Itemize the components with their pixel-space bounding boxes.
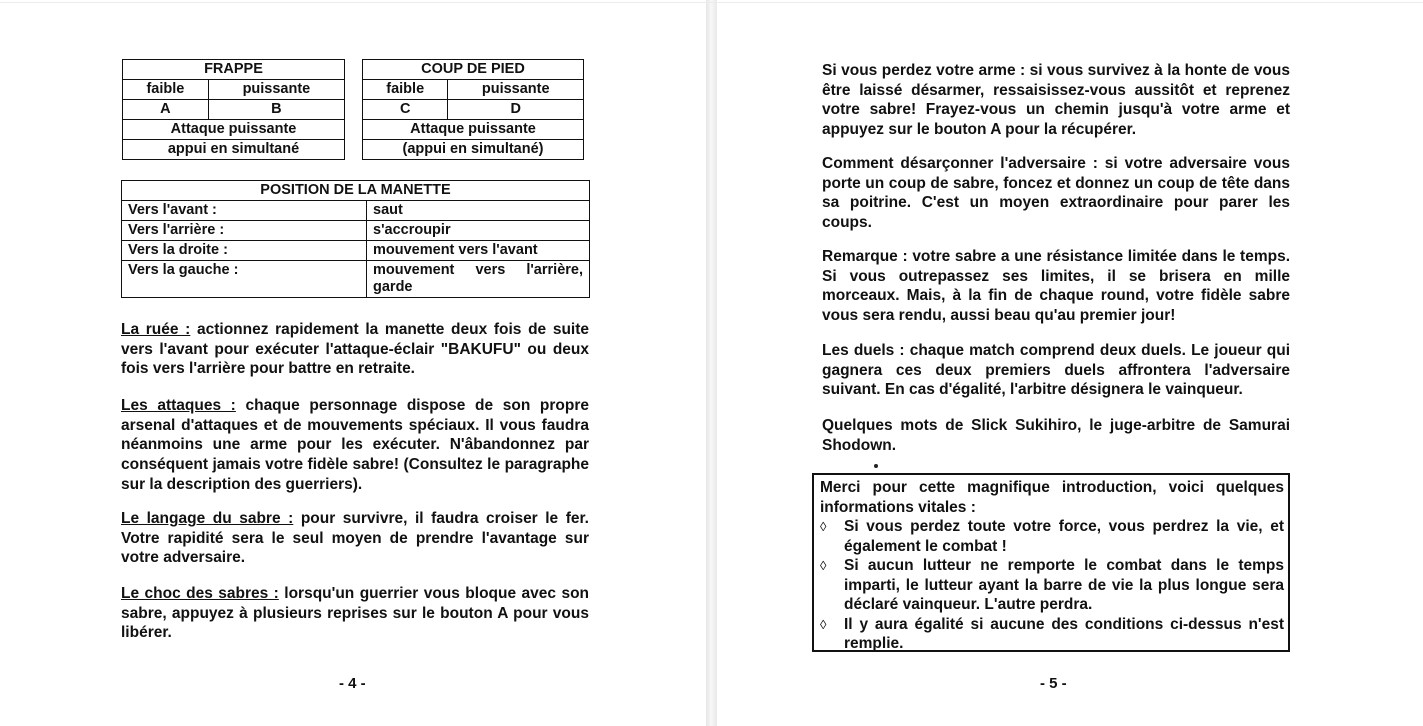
paragraph-desarconner: Comment désarçonner l'adversaire : si votre adversaire vous porte un coup de sabre, foncez et donnez un coup de tête dans sa poitrine. C'est un moyen extraordinaire pour parer les coups.	[822, 155, 1290, 232]
coup-col-faible: faible	[363, 80, 448, 100]
list-item-text: Si vous perdez toute votre force, vous perdrez la vie, et également le combat !	[844, 518, 1284, 555]
paragraph-heading: Les attaques :	[121, 397, 236, 414]
paragraph-heading: Le langage du sabre :	[121, 510, 294, 527]
coup-key-c: C	[363, 100, 448, 120]
table-row	[122, 201, 590, 221]
list-item	[820, 615, 1284, 654]
paragraph-text: pour survivre, il faudra croiser le fer. Votre rapidité sera le seul moyen de prendre l'avantage sur votre adversaire.	[121, 510, 589, 567]
coup-title: COUP DE PIED	[363, 60, 584, 80]
paragraph-text: lorsqu'un guerrier vous bloque avec son sabre, appuyez à plusieurs reprises sur le bouton A pour vous libérer.	[121, 585, 589, 642]
list-item-text: Si aucun lutteur ne remporte le combat dans le temps imparti, le lutteur ayant la barre de vie la plus longue sera déclaré vainqueur. L'autre perdra.	[844, 557, 1284, 613]
frappe-key-b: B	[208, 100, 344, 120]
paragraph-la-ruee	[121, 320, 589, 379]
paragraph-quelques-mots: Quelques mots de Slick Sukihiro, le juge-arbitre de Samurai Shodown.	[822, 417, 1290, 454]
info-box	[812, 473, 1290, 652]
manette-table	[121, 180, 590, 298]
manette-direction: Vers la gauche :	[122, 261, 367, 298]
table-row	[122, 221, 590, 241]
paragraph-remarque: Remarque : votre sabre a une résistance limitée dans le temps. Si vous outrepassez ses limites, il se brisera en mille morceaux. Mais, à la fin de chaque round, votre fidèle sabre vous sera rendu, aussi beau qu'au premier jour!	[822, 248, 1290, 325]
manette-direction: Vers la droite :	[122, 241, 367, 261]
page-number-right: - 5 -	[1040, 675, 1067, 692]
list-item	[820, 556, 1284, 615]
paragraph-heading: Le choc des sabres :	[121, 585, 279, 602]
paragraph-perte-arme: Si vous perdez votre arme : si vous survivez à la honte de vous être laissé désarmer, ressaisissez-vous aussitôt et reprenez votre sabre! Frayez-vous un chemin jusqu'à votre arme et appuyez sur le bouton A pour la récupérer.	[822, 62, 1290, 139]
frappe-title: FRAPPE	[123, 60, 345, 80]
paragraph-les-attaques	[121, 396, 589, 495]
frappe-col-puissante: puissante	[208, 80, 344, 100]
paragraph-les-duels: Les duels : chaque match comprend deux duels. Le joueur qui gagnera ces deux premiers duels affrontera l'adversaire suivant. En cas d'égalité, l'arbitre désignera le vainqueur.	[822, 342, 1290, 399]
paragraph-text: actionnez rapidement la manette deux fois de suite vers l'avant pour exécuter l'attaque-éclair "BAKUFU" ou deux fois vers l'arrière pour battre en retraite.	[121, 321, 590, 378]
paragraph-le-langage-du-sabre	[121, 509, 589, 568]
coup-col-puissante: puissante	[448, 80, 584, 100]
paragraph-text: chaque personnage dispose de son propre arsenal d'attaques et de mouvements spéciaux. Il vous faudra néanmoins une arme pour les exécuter. N'âbandonnez par conséquent jamais votre fidèle sabre! (Consultez le paragraphe sur la description des guerriers).	[121, 397, 589, 493]
frappe-key-a: A	[123, 100, 209, 120]
info-box-intro: Merci pour cette magnifique introduction, voici quelques informations vitales :	[820, 479, 1284, 516]
paragraph-heading: La ruée :	[121, 321, 191, 338]
list-item	[820, 517, 1284, 556]
list-item-text: Il y aura égalité si aucune des conditions ci-dessus n'est remplie.	[844, 615, 1284, 652]
frappe-appui-row: appui en simultané	[123, 140, 345, 160]
manette-direction: Vers l'arrière :	[122, 221, 367, 241]
top-edge	[0, 2, 1423, 3]
manette-action: saut	[367, 201, 590, 221]
page-number-left: - 4 -	[339, 675, 366, 692]
diamond-bullet-icon: ◊	[820, 519, 827, 534]
manette-action: mouvement vers l'arrière, garde	[367, 261, 590, 298]
coup-key-d: D	[448, 100, 584, 120]
coup-appui-row: (appui en simultané)	[363, 140, 584, 160]
table-row	[122, 241, 590, 261]
coup-de-pied-table	[362, 59, 584, 160]
paragraph-le-choc-des-sabres	[121, 584, 589, 643]
coup-attaque-row: Attaque puissante	[363, 120, 584, 140]
ink-dot	[874, 464, 878, 468]
manette-action: mouvement vers l'avant	[367, 241, 590, 261]
manette-title: POSITION DE LA MANETTE	[122, 181, 590, 201]
info-list	[820, 517, 1284, 654]
diamond-bullet-icon: ◊	[820, 616, 827, 632]
manette-direction: Vers l'avant :	[122, 201, 367, 221]
frappe-attaque-row: Attaque puissante	[123, 120, 345, 140]
diamond-bullet-icon: ◊	[820, 558, 827, 573]
frappe-table	[122, 59, 345, 160]
page-gutter	[706, 0, 717, 726]
frappe-col-faible: faible	[123, 80, 209, 100]
table-row	[122, 261, 590, 298]
manette-action: s'accroupir	[367, 221, 590, 241]
